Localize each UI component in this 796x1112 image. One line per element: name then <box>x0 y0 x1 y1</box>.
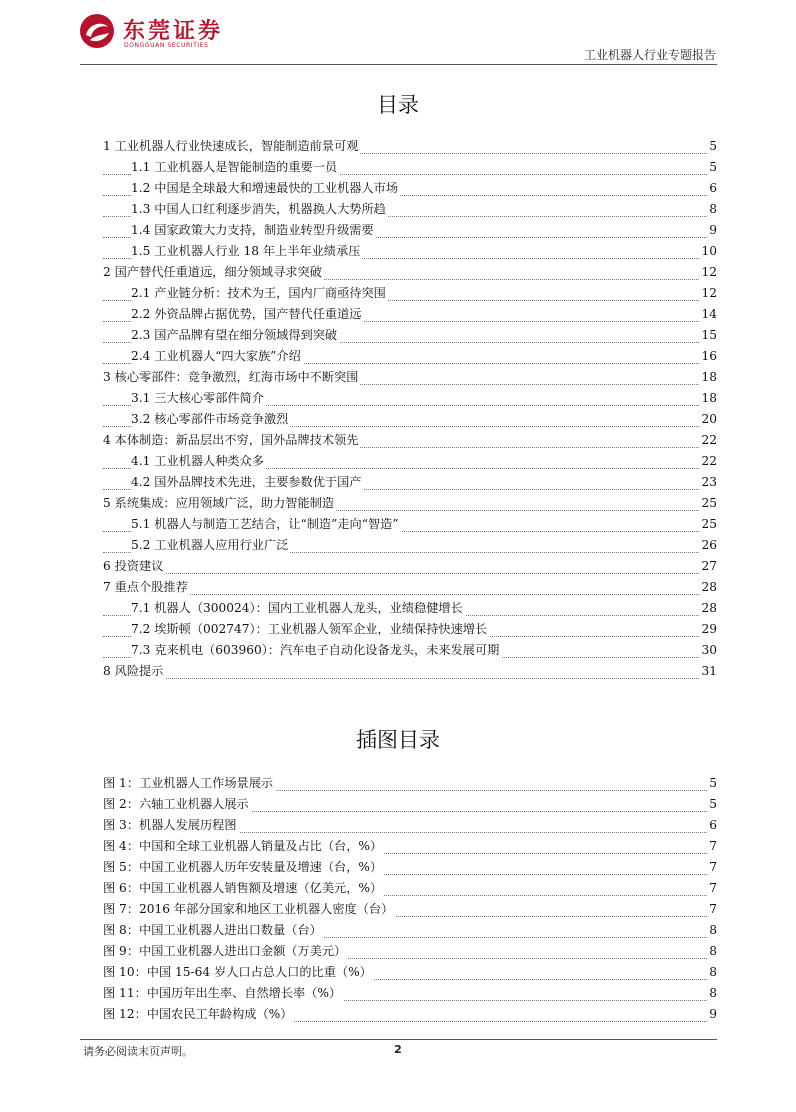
toc-entry-page: 20 <box>699 409 717 429</box>
figure-entry-page: 8 <box>707 983 717 1003</box>
toc-entry-page: 25 <box>699 493 717 513</box>
figure-entry-title: 图 12：中国农民工年龄构成（%） <box>103 1004 294 1024</box>
toc-entry[interactable] <box>103 535 717 556</box>
figure-entry[interactable] <box>103 899 717 920</box>
toc-entry[interactable] <box>103 241 717 262</box>
figure-entry-title: 图 4：中国和全球工业机器人销量及占比（台，%） <box>103 836 384 856</box>
toc-entry[interactable] <box>103 262 717 283</box>
toc-entry-page: 16 <box>699 346 717 366</box>
figure-entry-title: 图 8：中国工业机器人进出口数量（台） <box>103 920 324 940</box>
figure-entry-title: 图 5：中国工业机器人历年安装量及增速（台，%） <box>103 857 384 877</box>
toc-entry[interactable] <box>103 430 717 451</box>
toc-entry-page: 6 <box>707 178 717 198</box>
toc-entry-page: 26 <box>699 535 717 555</box>
figure-entry-page: 9 <box>707 1004 717 1024</box>
toc-entry[interactable] <box>103 451 717 472</box>
toc-entry[interactable] <box>103 283 717 304</box>
toc-entry[interactable] <box>103 388 717 409</box>
toc-entry-title: 4.1 工业机器人种类众多 <box>131 451 266 471</box>
toc-entry[interactable] <box>103 304 717 325</box>
toc-entry-title: 6 投资建议 <box>103 556 165 576</box>
figure-entry[interactable] <box>103 815 717 836</box>
toc-entry-page: 12 <box>699 262 717 282</box>
dot-leader <box>103 573 717 574</box>
toc-title: 目录 <box>377 93 419 117</box>
figure-entry[interactable] <box>103 941 717 962</box>
figure-entry-title: 图 9：中国工业机器人进出口金额（万美元） <box>103 941 348 961</box>
toc-entry-title: 3 核心零部件：竞争激烈，红海市场中不断突围 <box>103 367 360 387</box>
figure-entry[interactable] <box>103 878 717 899</box>
figure-entry[interactable] <box>103 983 717 1004</box>
figure-entry[interactable] <box>103 1004 717 1025</box>
toc-entry-page: 22 <box>699 430 717 450</box>
toc-entry[interactable] <box>103 157 717 178</box>
toc-entry-page: 29 <box>699 619 717 639</box>
footer-disclaimer: 请务必阅读末页声明。 <box>83 1045 193 1058</box>
figure-entry-title: 图 7：2016 年部分国家和地区工业机器人密度（台） <box>103 899 395 919</box>
toc-entry-page: 22 <box>699 451 717 471</box>
logo-chinese-name: 东莞证券 <box>123 19 224 44</box>
toc-entry-page: 23 <box>699 472 717 492</box>
toc-entry-title: 7.1 机器人（300024）：国内工业机器人龙头，业绩稳健增长 <box>131 598 465 618</box>
toc-entry-title: 3.2 核心零部件市场竞争激烈 <box>131 409 290 429</box>
figure-entry-page: 7 <box>707 899 717 919</box>
toc-entry[interactable] <box>103 178 717 199</box>
toc-entry[interactable] <box>103 493 717 514</box>
toc-entry[interactable] <box>103 514 717 535</box>
toc-entry[interactable] <box>103 577 717 598</box>
toc-entry[interactable] <box>103 661 717 682</box>
dongguan-securities-logo-icon <box>79 13 115 49</box>
toc-entry-title: 3.1 三大核心零部件简介 <box>131 388 266 408</box>
figure-entry-page: 7 <box>707 836 717 856</box>
toc-entry-page: 27 <box>699 556 717 576</box>
figure-entry-page: 6 <box>707 815 717 835</box>
toc-entry-title: 1.3 中国人口红利逐步消失，机器换人大势所趋 <box>131 199 388 219</box>
toc-entry-title: 1.2 中国是全球最大和增速最快的工业机器人市场 <box>131 178 400 198</box>
toc-list <box>103 136 717 682</box>
figure-entry-title: 图 10：中国 15-64 岁人口占总人口的比重（%） <box>103 962 374 982</box>
company-logo <box>79 13 224 51</box>
toc-entry-title: 7 重点个股推荐 <box>103 577 190 597</box>
figure-entry-page: 7 <box>707 878 717 898</box>
toc-entry[interactable] <box>103 346 717 367</box>
figure-entry-page: 8 <box>707 941 717 961</box>
toc-entry[interactable] <box>103 409 717 430</box>
figure-entry-title: 图 6：中国工业机器人销售额及增速（亿美元，%） <box>103 878 384 898</box>
toc-entry-title: 8 风险提示 <box>103 661 165 681</box>
toc-entry-title: 4.2 国外品牌技术先进，主要参数优于国产 <box>131 472 363 492</box>
toc-entry-page: 5 <box>707 136 717 156</box>
toc-entry-page: 25 <box>699 514 717 534</box>
figure-entry[interactable] <box>103 836 717 857</box>
toc-entry-page: 15 <box>699 325 717 345</box>
toc-entry-title: 1 工业机器人行业快速成长，智能制造前景可观 <box>103 136 360 156</box>
toc-entry-title: 5.1 机器人与制造工艺结合，让“制造”走向“智造” <box>131 514 401 534</box>
toc-entry-page: 30 <box>699 640 717 660</box>
figure-entry[interactable] <box>103 920 717 941</box>
figure-entry-page: 7 <box>707 857 717 877</box>
report-type: 工业机器人行业专题报告 <box>583 48 716 62</box>
figure-entry[interactable] <box>103 962 717 983</box>
toc-entry[interactable] <box>103 325 717 346</box>
toc-entry-title: 1.5 工业机器人行业 18 年上半年业绩承压 <box>131 241 362 261</box>
toc-entry-page: 28 <box>699 577 717 597</box>
toc-entry-title: 2.2 外资品牌占据优势，国产替代任重道远 <box>131 304 363 324</box>
toc-entry[interactable] <box>103 199 717 220</box>
figure-entry-title: 图 11：中国历年出生率、自然增长率（%） <box>103 983 343 1003</box>
figure-entry[interactable] <box>103 857 717 878</box>
toc-entry-title: 5.2 工业机器人应用行业广泛 <box>131 535 290 555</box>
toc-entry-title: 5 系统集成：应用领域广泛，助力智能制造 <box>103 493 336 513</box>
toc-entry[interactable] <box>103 619 717 640</box>
toc-entry-page: 9 <box>707 220 717 240</box>
toc-entry-title: 2.4 工业机器人“四大家族”介绍 <box>131 346 303 366</box>
toc-entry-title: 2.3 国产品牌有望在细分领域得到突破 <box>131 325 339 345</box>
figure-entry-title: 图 3：机器人发展历程图 <box>103 815 239 835</box>
figure-entry[interactable] <box>103 773 717 794</box>
toc-entry-page: 12 <box>699 283 717 303</box>
figure-entry-page: 8 <box>707 920 717 940</box>
figure-entry-page: 5 <box>707 794 717 814</box>
figure-list-title: 插图目录 <box>356 728 440 752</box>
toc-entry[interactable] <box>103 220 717 241</box>
toc-entry-page: 14 <box>699 304 717 324</box>
header-divider <box>80 64 717 65</box>
toc-entry-title: 2 国产替代任重道远，细分领域寻求突破 <box>103 262 324 282</box>
toc-entry-page: 31 <box>699 661 717 681</box>
toc-entry[interactable] <box>103 472 717 493</box>
toc-entry-page: 5 <box>707 157 717 177</box>
dot-leader <box>103 594 717 595</box>
logo-english-name: DONGGUAN SECURITIES <box>124 42 209 49</box>
toc-entry-title: 7.3 克来机电（603960）：汽车电子自动化设备龙头，未来发展可期 <box>131 640 501 660</box>
figure-entry-title: 图 1：工业机器人工作场景展示 <box>103 773 275 793</box>
figure-list <box>103 773 717 1025</box>
toc-entry-page: 18 <box>699 367 717 387</box>
figure-entry-page: 8 <box>707 962 717 982</box>
toc-entry-title: 4 本体制造：新品层出不穷，国外品牌技术领先 <box>103 430 360 450</box>
toc-entry[interactable] <box>103 640 717 661</box>
figure-entry[interactable] <box>103 794 717 815</box>
toc-entry[interactable] <box>103 136 717 157</box>
toc-entry[interactable] <box>103 598 717 619</box>
footer-divider <box>80 1039 717 1040</box>
page-number: 2 <box>394 1043 402 1056</box>
toc-entry-page: 8 <box>707 199 717 219</box>
figure-entry-page: 5 <box>707 773 717 793</box>
page-header <box>0 0 796 70</box>
toc-entry[interactable] <box>103 556 717 577</box>
toc-entry[interactable] <box>103 367 717 388</box>
toc-entry-page: 18 <box>699 388 717 408</box>
toc-entry-page: 28 <box>699 598 717 618</box>
toc-entry-title: 7.2 埃斯顿（002747）：工业机器人领军企业，业绩保持快速增长 <box>131 619 489 639</box>
toc-entry-title: 1.4 国家政策大力支持，制造业转型升级需要 <box>131 220 376 240</box>
figure-entry-title: 图 2：六轴工业机器人展示 <box>103 794 251 814</box>
toc-entry-title: 1.1 工业机器人是智能制造的重要一员 <box>131 157 339 177</box>
toc-entry-title: 2.1 产业链分析：技术为王，国内厂商亟待突围 <box>131 283 388 303</box>
toc-entry-page: 10 <box>699 241 717 261</box>
dot-leader <box>103 678 717 679</box>
